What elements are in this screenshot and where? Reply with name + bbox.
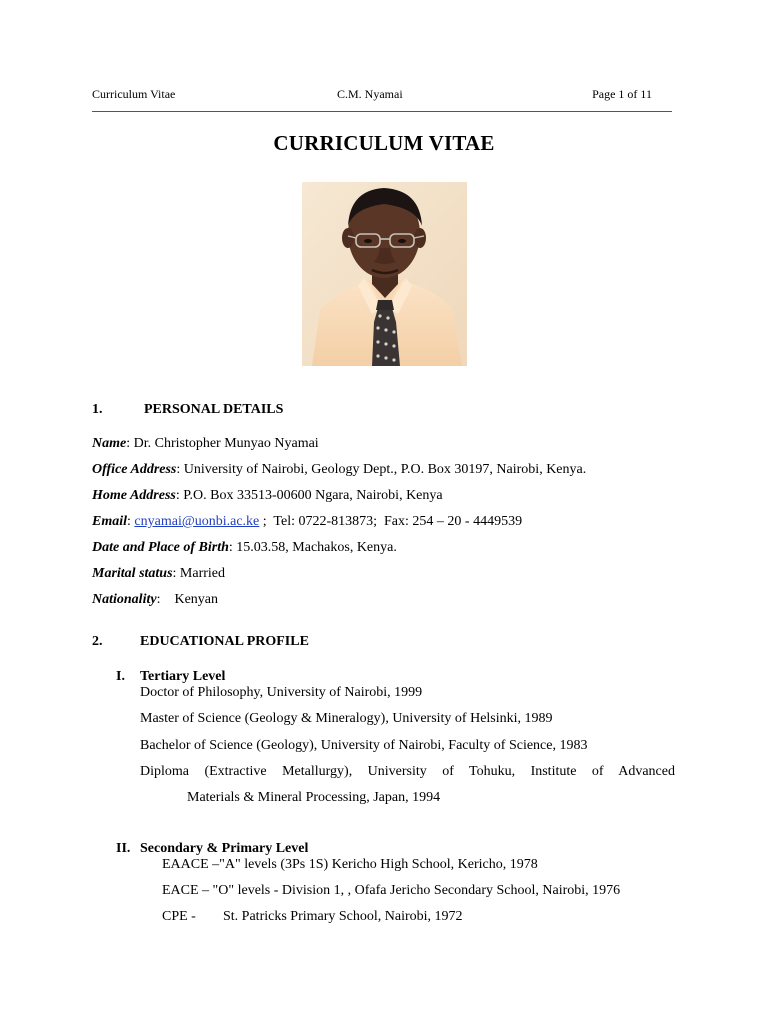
header-author: C.M. Nyamai [337, 87, 403, 101]
header-divider [92, 111, 672, 112]
birth-field [92, 540, 397, 556]
list-item: Master of Science (Geology & Mineralogy), University of Helsinki, 1989 [140, 711, 553, 726]
roman-numeral: II. [116, 841, 131, 856]
section-number: 1. [92, 402, 103, 417]
list-item: Doctor of Philosophy, University of Nairobi, 1999 [140, 685, 423, 700]
section-heading: PERSONAL DETAILS [144, 402, 284, 417]
home-address-field [92, 488, 443, 504]
nationality-field [92, 592, 218, 608]
section-number: 2. [92, 634, 103, 649]
office-address-field [92, 462, 586, 478]
birth-value: : 15.03.58, Machakos, Kenya. [228, 540, 397, 555]
list-item: EACE – "O" levels - Division 1, , Ofafa Jericho Secondary School, Nairobi, 1976 [162, 883, 621, 898]
cpe-label: CPE - [162, 909, 196, 924]
portrait-illustration [302, 182, 467, 366]
birth-label: Date and Place of Birth [92, 540, 229, 555]
header-page-number: Page 1 of 11 [592, 87, 652, 101]
list-item: Diploma (Extractive Metallurgy), University of Tohuku, Institute of Advanced [140, 764, 675, 779]
tertiary-level-heading [116, 669, 225, 685]
home-address-value: : P.O. Box 33513-00600 Ngara, Nairobi, Kenya [175, 488, 443, 503]
email-field [92, 514, 522, 530]
nationality-value: : Kenyan [156, 592, 218, 607]
subsection-title: Tertiary Level [140, 669, 226, 684]
roman-numeral: I. [116, 669, 125, 684]
office-address-value: : University of Nairobi, Geology Dept., P.O. Box 30197, Nairobi, Kenya. [176, 462, 587, 477]
home-address-label: Home Address [92, 488, 176, 503]
nationality-label: Nationality [92, 592, 157, 607]
running-header [92, 87, 672, 103]
name-value: : Dr. Christopher Munyao Nyamai [126, 436, 319, 451]
portrait-photo [302, 182, 467, 366]
header-document-type: Curriculum Vitae [92, 87, 176, 101]
document-title: CURRICULUM VITAE [273, 131, 495, 155]
email-colon: : [127, 514, 135, 529]
name-label: Name [92, 436, 127, 451]
office-address-label: Office Address [92, 462, 177, 477]
list-item-continuation: Materials & Mineral Processing, Japan, 1994 [187, 790, 441, 805]
cpe-value: St. Patricks Primary School, Nairobi, 1972 [223, 909, 463, 924]
marital-status-value: : Married [172, 566, 226, 581]
section-heading: EDUCATIONAL PROFILE [140, 634, 309, 649]
secondary-primary-level-heading [116, 841, 308, 857]
subsection-title: Secondary & Primary Level [140, 841, 309, 856]
contact-numbers: ; Tel: 0722-813873; Fax: 254 – 20 - 4449539 [259, 514, 523, 529]
email-link[interactable]: cnyamai@uonbi.ac.ke [134, 514, 260, 529]
name-field [92, 436, 319, 452]
list-item: Bachelor of Science (Geology), University of Nairobi, Faculty of Science, 1983 [140, 738, 588, 753]
marital-status-label: Marital status [92, 566, 173, 581]
email-label: Email [92, 514, 128, 529]
list-item: EAACE –"A" levels (3Ps 1S) Kericho High School, Kericho, 1978 [162, 857, 538, 872]
marital-status-field [92, 566, 225, 582]
list-item [162, 909, 463, 925]
